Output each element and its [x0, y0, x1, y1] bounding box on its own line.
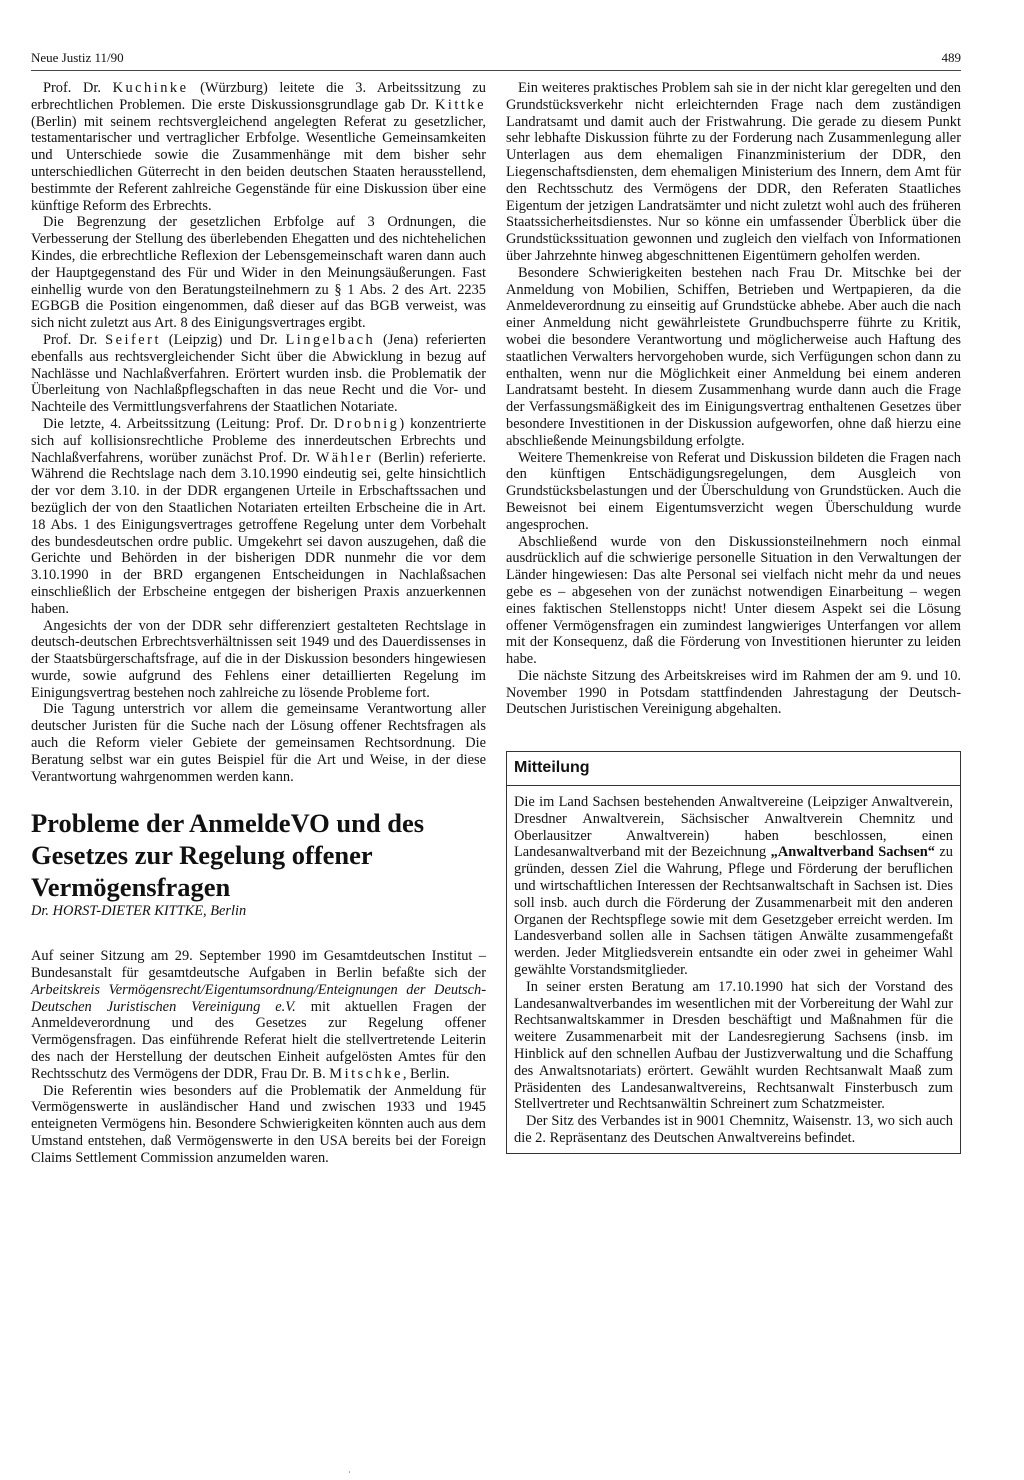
paragraph: Die Referentin wies besonders auf die Problematik der Anmeldung für Vermögenswerte in ausländischer Hand und zwischen 1933 und 1945 enteigneten Vermögens hin. Besondere Schwierigkeiten könnten auch aus dem Umstand entstehen, daß Vermögenswerte in den USA bereits bei der Foreign Claims Settlement Commission anzumelden waren. [31, 1082, 486, 1166]
notice-box [506, 751, 961, 1154]
paragraph: Die letzte, 4. Arbeitssitzung (Leitung: Prof. Dr. Drobnig) konzentrierte sich auf kollisionsrechtliche Probleme des innerdeutschen Erbrechts und Nachlaßverfahrens, worüber zunächst Prof. Dr. Wähler (Berlin) referierte. Während die Rechtslage nach dem 3.10.1990 eindeutig sei, gelte hinsichtlich der vor dem 3.10. in der DDR ergangenen Urteile in Erbschaftssachen und bezüglich der von den Staatlichen Notariaten erteilten Erbscheine die in Art. 18 Abs. 1 des Einigungsvertrages getroffene Regelung unter dem Vorbehalt des bundesdeutschen ordre public. Umgekehrt sei davon auszugehen, daß die Gerichte und Behörden in der bisherigen DDR nunmehr die vor dem 3.10.1990 in der BRD ergangenen Entscheidungen in Nachlaßsachen einschließlich der Erbscheine entgegen der bisherigen Praxis anzuerkennen haben. [31, 415, 486, 617]
person-name: Seifert [105, 331, 161, 348]
paragraph: Weitere Themenkreise von Referat und Diskussion bildeten die Fragen nach den künftigen Entschädigungsregelungen, dem Ausgleich von Grundstücksbelastungen und der Überschuldung von Grundstücken. Auch die Beweisnot bei einem Eigentumsverzicht wegen Überschuldung wurde angesprochen. [506, 449, 961, 533]
article-title: Probleme der AnmeldeVO und des Gesetzes zur Regelung offener Vermögensfragen [31, 808, 425, 903]
paragraph: Die nächste Sitzung des Arbeitskreises wird im Rahmen der am 9. und 10. November 1990 in Potsdam stattfindenden Jahrestagung der Deutsch-Deutschen Juristischen Vereinigung abgehalten. [506, 667, 961, 718]
person-name: Wähler [315, 449, 374, 466]
paragraph: Der Sitz des Verbandes ist in 9001 Chemnitz, Waisenstr. 13, wo sich auch die 2. Repräsentanz des Deutschen Anwaltvereins befindet. [514, 1113, 953, 1147]
page-number: 489 [941, 50, 961, 65]
paragraph: Angesichts der von der DDR sehr differenziert gestalteten Rechtslage in deutsch-deutschen Erbrechtsverhältnissen seit 1949 und des Dauerdissenses in der Staatsbürgerschaftsfrage, auf die in der Diskussion besonders hingewiesen wurde, sowie aufgrund des Fehlens einer detaillierten Regelung im Einigungsvertrag bestehen noch zahlreiche zu lösende Probleme fort. [31, 617, 486, 701]
person-name: Kittke [435, 96, 486, 113]
paragraph: Die Tagung unterstrich vor allem die gemeinsame Verantwortung aller deutscher Juristen für die Suche nach der Lösung offener Rechtsfragen als auch die Reform vieler Gebiete der gemeinsamen Rechtsordnung. Die Beratung selbst war ein gutes Beispiel für die Art und Weise, in der diese Verantwortung wahrgenommen werden kann. [31, 701, 486, 785]
header-rule [31, 70, 961, 71]
person-name: Kuchinke [112, 80, 189, 96]
person-name: Lingelbach [285, 331, 376, 348]
notice-box-title: Mitteilung [507, 752, 960, 786]
paragraph: Prof. Dr. Seifert (Leipzig) und Dr. Lingelbach (Jena) referierten ebenfalls aus rechtsvergleichender Sicht über die Abwicklung in bezug auf Nachlässe und Nachlaßverfahren. Erörtert wurden insb. die Problematik der Überleitung von Nachlaßpflegschaften in das neue Recht und die Vor- und Nachteile des Vermittlungsverfahrens der Staatlichen Notariate. [31, 331, 486, 416]
notice-box-body [507, 786, 960, 1153]
paragraph: In seiner ersten Beratung am 17.10.1990 hat sich der Vorstand des Landesanwaltverbandes im wesentlichen mit der Vorbereitung der Wahl zur Rechtsanwaltskammer in Dresden beschäftigt und Maßnahmen für die weitere Zusammenarbeit mit der Landesregierung Sachsens (insb. im Hinblick auf den schnellen Aufbau der Justizverwaltung und die Schaffung des Anwaltsnotariats) erörtert. Gewählt wurden Rechtsanwalt Maaß zum Präsidenten des Landesanwaltvereins, Rechtsanwalt Finsterbusch zum Stellvertreter und Rechtsanwältin Schreinert zum Schatzmeister. [514, 978, 953, 1113]
journal-issue: Neue Justiz 11/90 [31, 50, 124, 65]
paragraph: Die Begrenzung der gesetzlichen Erbfolge auf 3 Ordnungen, die Verbesserung der Stellung des überlebenden Ehegatten und des nichtehelichen Kindes, die erbrechtliche Reflexion der Lebensgemeinschaft waren dann auch der Hauptgegenstand des Für und Wider in den Meinungsäußerungen. Fast einhellig wurde von den Beratungsteilnehmern zu § 1 Abs. 2 des Art. 2235 EGBGB die Position eingenommen, daß dieser auf das BGB verweist, was sich nicht zuletzt aus Art. 8 des Einigungsvertrages ergibt. [31, 214, 486, 332]
running-header [31, 50, 961, 68]
person-name: Drobnig [333, 415, 400, 432]
author-byline: Dr. HORST-DIETER KITTKE, Berlin [31, 903, 247, 920]
print-mark: · [348, 1468, 351, 1477]
paragraph: Auf seiner Sitzung am 29. September 1990 im Gesamtdeutschen Institut – Bundesanstalt für gesamtdeutsche Aufgaben in Berlin befaßte sich der Arbeitskreis Vermögensrecht/Eigentumsordnung/Enteignungen der Deutsch-Deutschen Juristischen Vereinigung e.V. mit aktuellen Fragen der Anmeldeverordnung und des Gesetzes zur Regelung offener Vermögensfragen. Das einführende Referat hielt die stellvertretende Leiterin des nach der Herstellung der deutschen Einheit aufgelösten Amtes für den Rechtsschutz des Vermögens der DDR, Frau Dr. B. Mitschke, Berlin. [31, 948, 486, 1082]
right-column [506, 80, 961, 1154]
left-column [31, 80, 486, 1167]
person-name: Mitschke [329, 1065, 403, 1082]
paragraph: Abschließend wurde von den Diskussionsteilnehmern noch einmal ausdrücklich auf die schwierige personelle Situation in den Verwaltungen der Länder hingewiesen: Das alte Personal sei vielfach nicht mehr da und neues gebe es – abgesehen von der zunächst notwendigen Einarbeitung – wegen eines faktischen Stellenstopps nicht! Unter diesem Aspekt sei die Lösung offener Vermögensfragen ein zumindest langwieriges Unterfangen vor allem mit der Konsequenz, daß die Förderung von Investitionen hierunter zu leiden habe. [506, 533, 961, 668]
organization-name: Arbeitskreis Vermögensrecht/Eigentumsordnung/Enteignungen der Deutsch-Deutschen Juristischen Vereinigung e.V. [31, 981, 486, 1015]
organization-name: „Anwaltverband Sachsen“ [770, 844, 935, 861]
paragraph: Besondere Schwierigkeiten bestehen nach Frau Dr. Mitschke bei der Anmeldung von Mobilien, Schiffen, Betrieben und Wertpapieren, da die Anmeldeverordnung zu einseitig auf Grundstücke abhebe. Aber auch die nach einer Anmeldung nicht gewährleistete Grundbuchsperre führte zu Kritik, wobei die besondere Verantwortung und möglicherweise auch Haftung des staatlichen Verwalters hervorgehoben wurde, sich Verfügungen schon dann zu enthalten, wenn nur die Möglichkeit einer Anmeldung bei einem anderen Landratsamt besteht. In diesem Zusammenhang wurde dann auch die Frage der Verfassungsmäßigkeit des im Einigungsvertrag enthaltenen Gesetzes über besondere Investitionen in der Diskussion aufgeworfen, ohne daß hierzu eine abschließende Meinungsbildung erfolgte. [506, 264, 961, 449]
paragraph: Die im Land Sachsen bestehenden Anwaltvereine (Leipziger Anwaltverein, Dresdner Anwaltverein, Sächsischer Anwaltverein Chemnitz und Oberlausitzer Anwaltverein) haben beschlossen, einen Landesanwaltverband mit der Bezeichnung „Anwaltverband Sachsen“ zu gründen, dessen Ziel die Wahrung, Pflege und Förderung der beruflichen und wirtschaftlichen Interessen der Rechtsanwaltschaft in Sachsen ist. Dies soll insb. auch durch die Förderung der Zusammenarbeit mit den anderen Organen der Rechtspflege sowie mit dem Gesetzgeber erreicht werden. Im Landesverband sollen alle in Sachsen tätigen Anwälte zusammengefaßt werden. Jeder Mitgliedsverein entsandte ein oder zwei in geheimer Wahl gewählte Vorstandsmitglieder. [514, 794, 953, 979]
paragraph: Ein weiteres praktisches Problem sah sie in der nicht klar geregelten und den Grundstücksverkehr nicht erleichternden Frage nach dem zuständigen Landratsamt und damit auch der Fristwahrung. Die gerade zu diesem Punkt sehr lebhafte Diskussion führte zu der Forderung nach Zusammenlegung aller Unterlagen aus dem ehemaligen Finanzministerium der DDR, den Liegenschaftsdiensten, dem ehemaligen Ministerium des Innern, dem Amt für den Rechtsschutz des Vermögens der DDR, den Referaten Staatliches Eigentum der jetzigen Landratsämter und nicht zuletzt wohl auch des früheren Staatssicherheitsdienstes. Nur so könne ein umfassender Überblick über die Grundstückssituation gewonnen und zugleich den vielfach von Informationen über Jahrzehnte hinweg abgeschnittenen Eigentümern geholfen werden. [506, 80, 961, 264]
paragraph: Prof. Dr. Kuchinke (Würzburg) leitete die 3. Arbeitssitzung zu erbrechtlichen Problemen. Die erste Diskussionsgrundlage gab Dr. Kittke (Berlin) mit seinem rechtsvergleichend angelegten Referat zu gesetzlicher, testamentarischer und vertraglicher Erbfolge. Wesentliche Gemeinsamkeiten und Unterschiede sowie die Zusammenhänge mit dem bisher sehr unterschiedlichen Güterrecht in den beiden deutschen Staaten herausstellend, bestimmte der Referent zahlreiche Gegenstände für eine Diskussion über eine künftige Reform des Erbrechts. [31, 80, 486, 214]
